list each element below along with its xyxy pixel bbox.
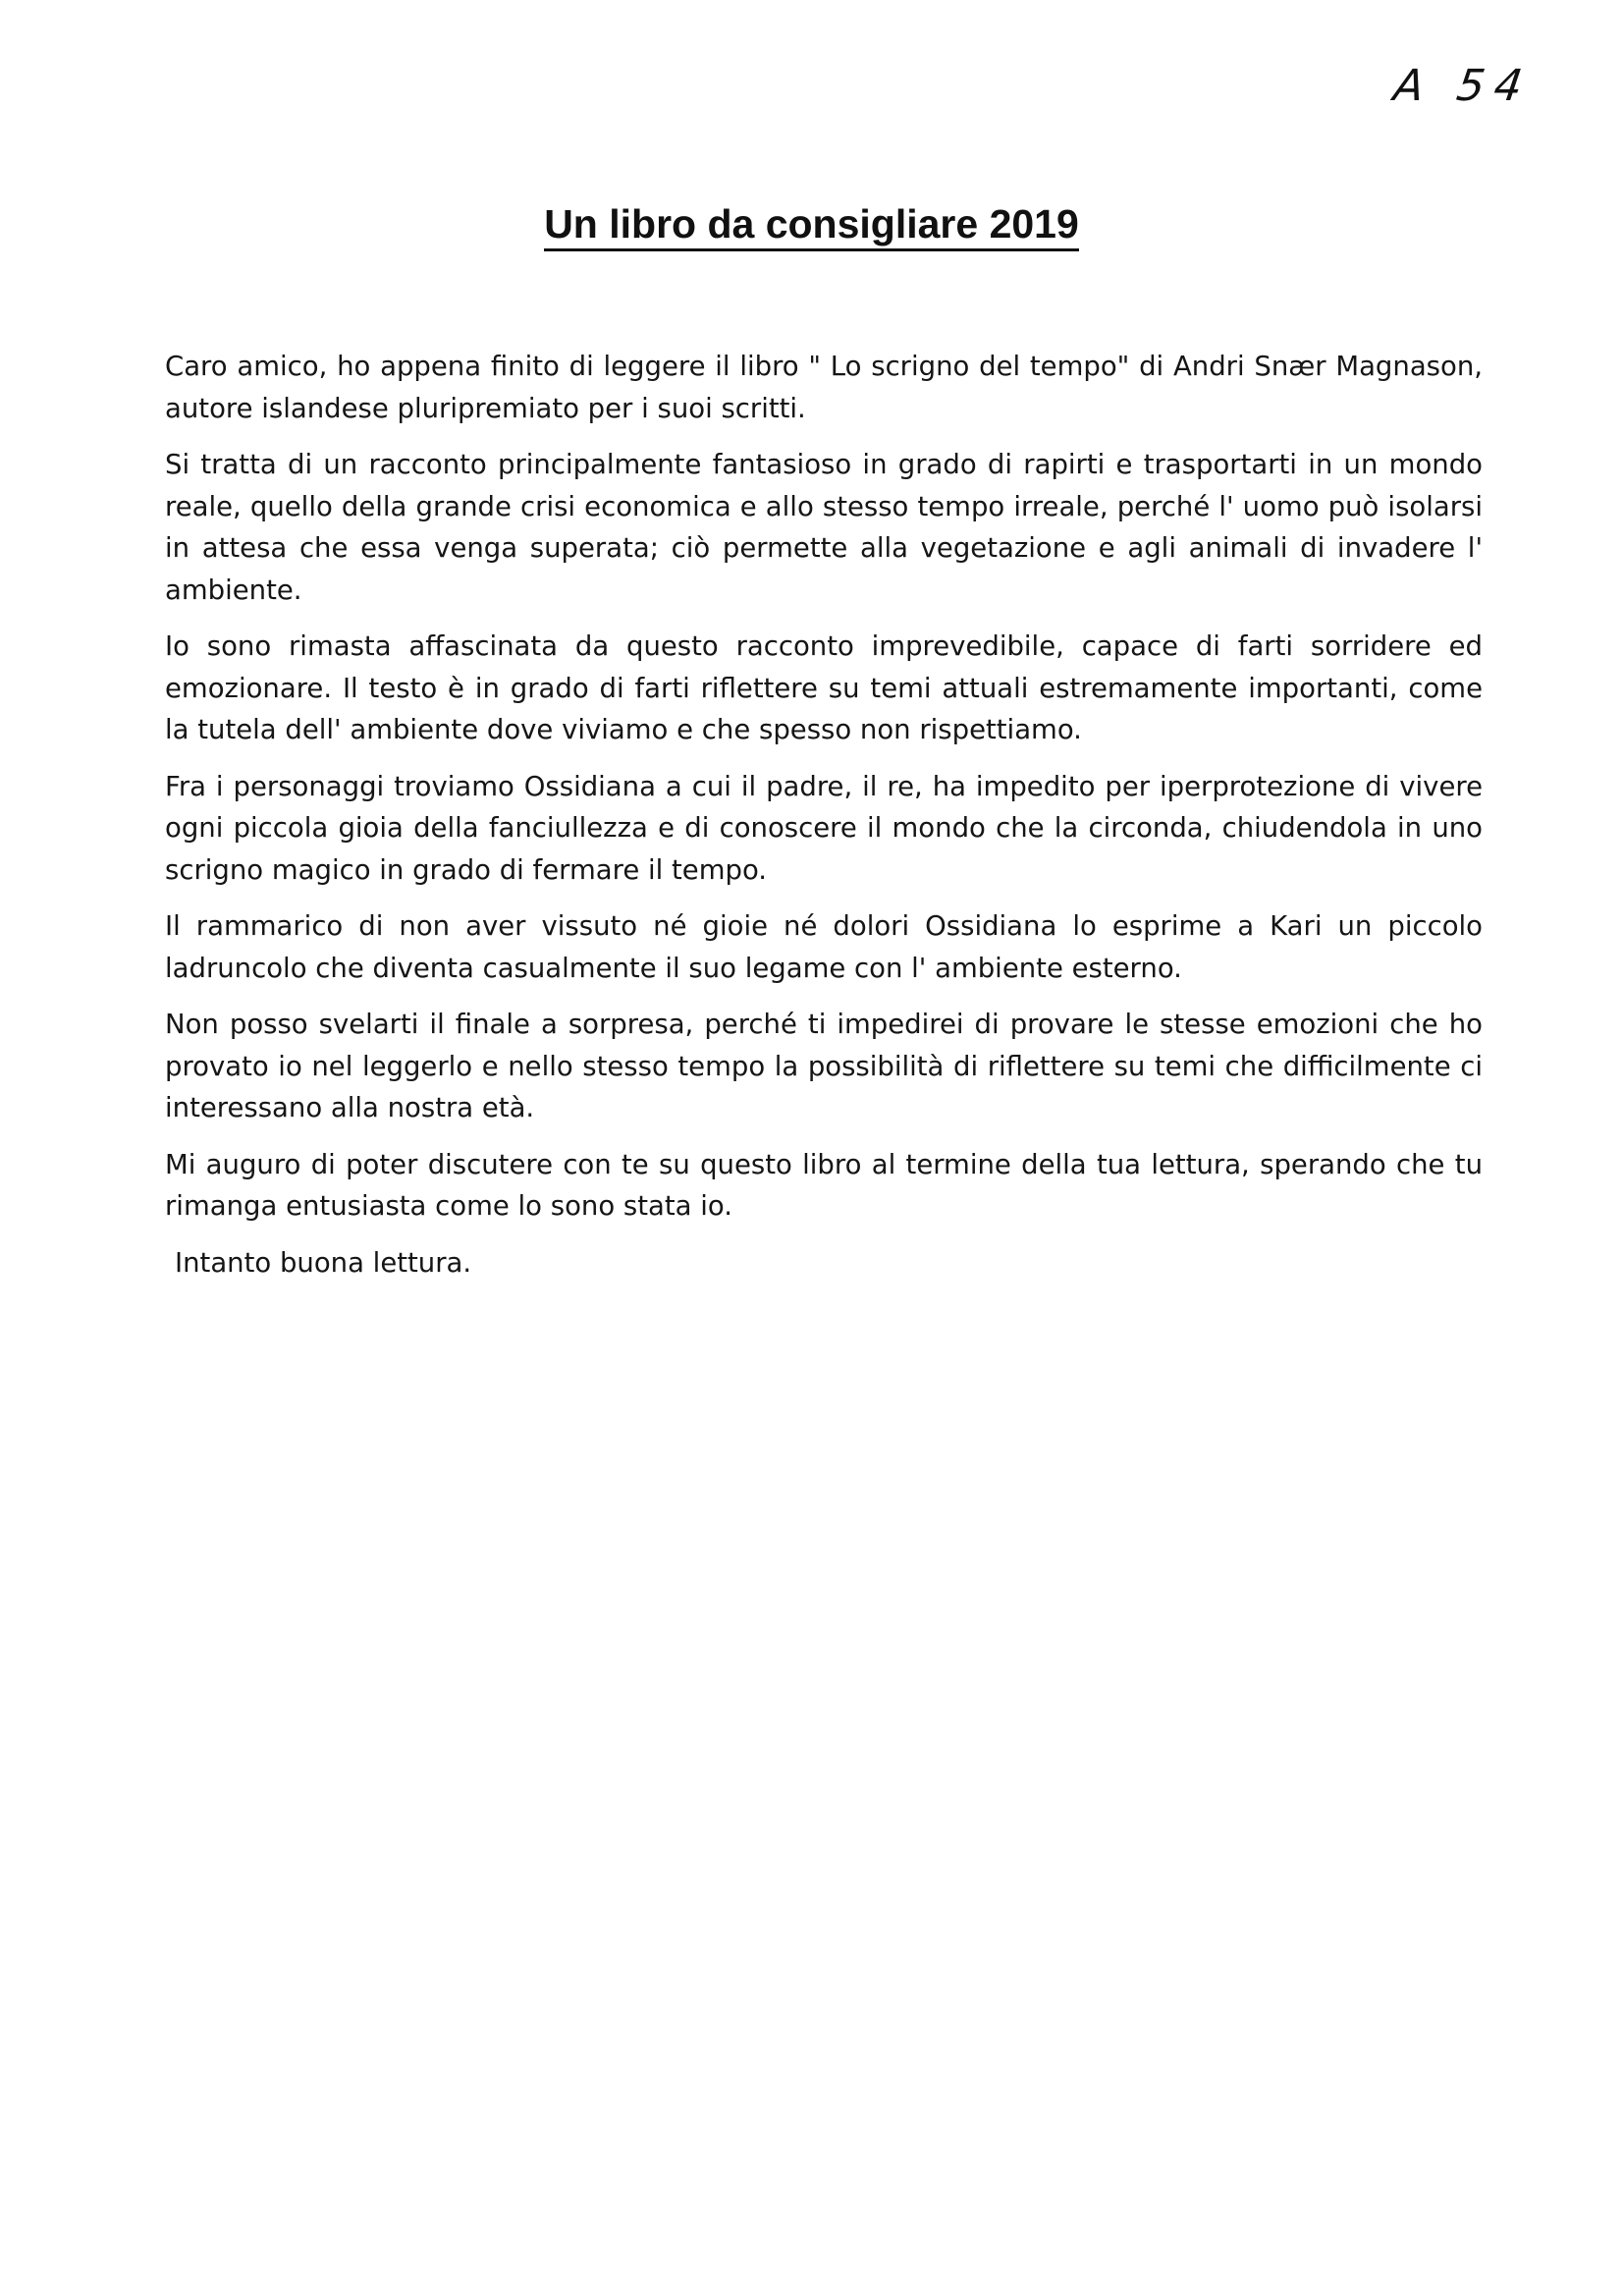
paragraph-impression: Io sono rimasta affascinata da questo racconto imprevedibile, capace di farti sorridere ed emozionare. Il testo è in grado di farti riflettere su temi attuali estremamente importanti, come la tutela dell' ambiente dove viviamo e che spesso non rispettiamo.: [165, 630, 1483, 745]
paragraph-ending: Non posso svelarti il finale a sorpresa, perché ti impedirei di provare le stesse emozioni che ho provato io nel leggerlo e nello stesso tempo la possibilità di riflettere su temi che difficilmente ci interessano alla nostra età.: [165, 1009, 1483, 1123]
document-title: Un libro da consigliare 2019: [544, 201, 1079, 251]
paragraph-plot: Si tratta di un racconto principalmente fantasioso in grado di rapirti e trasportarti in un mondo reale, quello della grande crisi economica e allo stesso tempo irreale, perché l' uomo può isolarsi in attesa che essa venga superata; ciò permette alla vegetazione e agli animali di invadere l' ambiente.: [165, 449, 1483, 606]
letter-body: [165, 346, 1483, 1298]
handwritten-page-marker: A 54: [1390, 61, 1536, 111]
paragraph-intro: Caro amico, ho appena finito di leggere il libro " Lo scrigno del tempo" di Andri Snær Magnason, autore islandese pluripremiato per i suoi scritti.: [165, 351, 1483, 424]
document-title-container: [0, 201, 1623, 247]
closing-line: Intanto buona lettura.: [175, 1246, 472, 1279]
paragraph-characters: Fra i personaggi troviamo Ossidiana a cui il padre, il re, ha impedito per iperprotezione di vivere ogni piccola gioia della fanciullezza e di conoscere il mondo che la circonda, chiudendola in uno scrigno magico in grado di fermare il tempo.: [165, 770, 1483, 886]
paragraph-wish: Mi auguro di poter discutere con te su questo libro al termine della tua lettura, sperando che tu rimanga entusiasta come lo sono stata io.: [165, 1148, 1483, 1222]
paragraph-regret: Il rammarico di non aver vissuto né gioie né dolori Ossidiana lo esprime a Kari un piccolo ladruncolo che diventa casualmente il suo legame con l' ambiente esterno.: [165, 910, 1483, 984]
